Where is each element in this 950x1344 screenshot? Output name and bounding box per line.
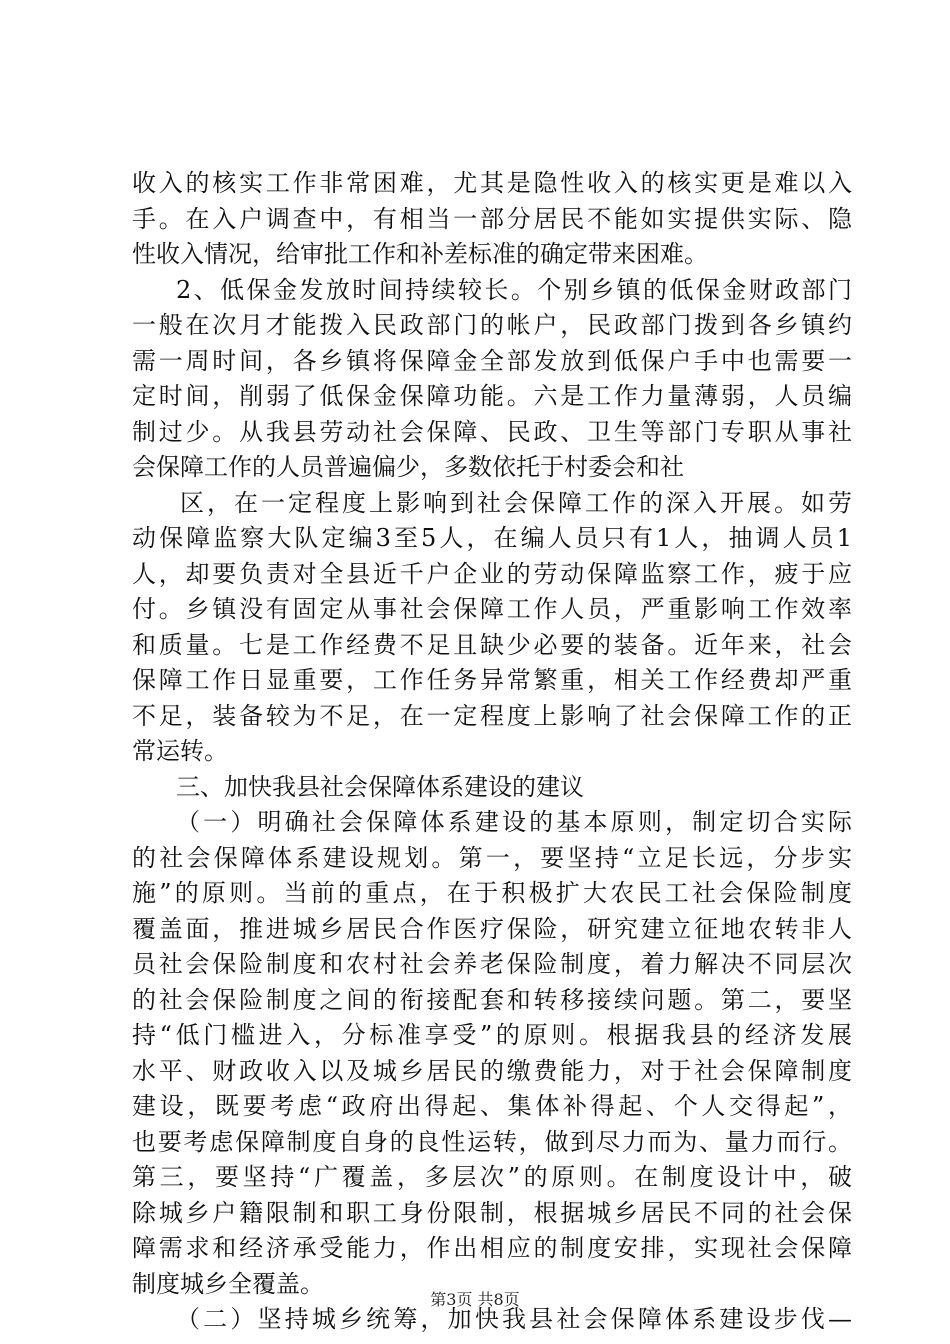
text-line: 持“低门槛进入，分标准享受”的原则。根据我县的经济发展	[132, 1021, 852, 1049]
text-line: 保障工作日显重要，工作任务异常繁重，相关工作经费却严重	[132, 666, 852, 694]
page-footer: 第3页 共8页	[430, 1290, 520, 1309]
text-line: 除城乡户籍限制和职工身份限制，根据城乡居民不同的社会保	[132, 1198, 852, 1227]
text-line: 一般在次月才能拨入民政部门的帐户，民政部门拨到各乡镇约	[132, 311, 852, 339]
text-line: 2、低保金发放时间持续较长。个别乡镇的低保金财政部门	[176, 275, 852, 304]
text-line: 施”的原则。当前的重点，在于积极扩大农民工社会保险制度	[132, 879, 852, 907]
text-line: 覆盖面，推进城乡居民合作医疗保险，研究建立征地农转非人	[132, 914, 852, 943]
text-line: 人，却要负责对全县近千户企业的劳动保障监察工作，疲于应	[132, 559, 852, 588]
text-line: 也要考虑保障制度自身的良性运转，做到尽力而为、量力而行。	[132, 1127, 852, 1156]
text-line: 和质量。七是工作经费不足且缺少必要的装备。近年来，社会	[132, 630, 852, 659]
text-line: 建设，既要考虑“政府出得起、集体补得起、个人交得起”，	[132, 1092, 852, 1120]
text-line: 制过少。从我县劳动社会保障、民政、卫生等部门专职从事社	[132, 417, 852, 446]
text-line: 性收入情况，给审批工作和补差标准的确定带来困难。	[132, 240, 708, 268]
text-line: 区，在一定程度上影响到社会保障工作的深入开展。如劳	[180, 488, 852, 517]
text-line: 需一周时间，各乡镇将保障金全部发放到低保户手中也需要一	[132, 346, 852, 375]
text-line: 的社会保险制度之间的衔接配套和转移接续问题。第二，要坚	[132, 985, 852, 1014]
text-line: 水平、财政收入以及城乡居民的缴费能力，对于社会保障制度	[132, 1056, 852, 1085]
text-line: 手。在入户调查中，有相当一部分居民不能如实提供实际、隐	[132, 204, 852, 233]
text-line: 第三，要坚持“广覆盖，多层次”的原则。在制度设计中，破	[132, 1163, 852, 1191]
text-line: 三、加快我县社会保障体系建设的建议	[176, 772, 584, 801]
body-text	[132, 166, 852, 1338]
text-line: 障需求和经济承受能力，作出相应的制度安排，实现社会保障	[132, 1234, 852, 1262]
text-line: 常运转。	[132, 737, 228, 765]
text-line: （二）坚持城乡统筹，加快我县社会保障体系建设步伐—	[176, 1305, 852, 1333]
text-line: 会保障工作的人员普遍偏少，多数依托于村委会和社	[132, 453, 684, 481]
text-line: 动保障监察大队定编3至5人，在编人员只有1人，抽调人员1	[132, 524, 852, 552]
text-line: 收入的核实工作非常困难，尤其是隐性收入的核实更是难以入	[132, 169, 852, 197]
text-line: 员社会保险制度和农村社会养老保险制度，着力解决不同层次	[132, 950, 852, 978]
text-line: 制度城乡全覆盖。	[132, 1269, 324, 1298]
text-line: 付。乡镇没有固定从事社会保障工作人员，严重影响工作效率	[132, 595, 852, 623]
text-line: 不足，装备较为不足，在一定程度上影响了社会保障工作的正	[132, 701, 852, 730]
text-line: 定时间，削弱了低保金保障功能。六是工作力量薄弱，人员编	[132, 382, 852, 410]
text-line: 的社会保障体系建设规划。第一，要坚持“立足长远，分步实	[132, 843, 852, 872]
text-line: （一）明确社会保障体系建设的基本原则，制定切合实际	[176, 808, 852, 836]
